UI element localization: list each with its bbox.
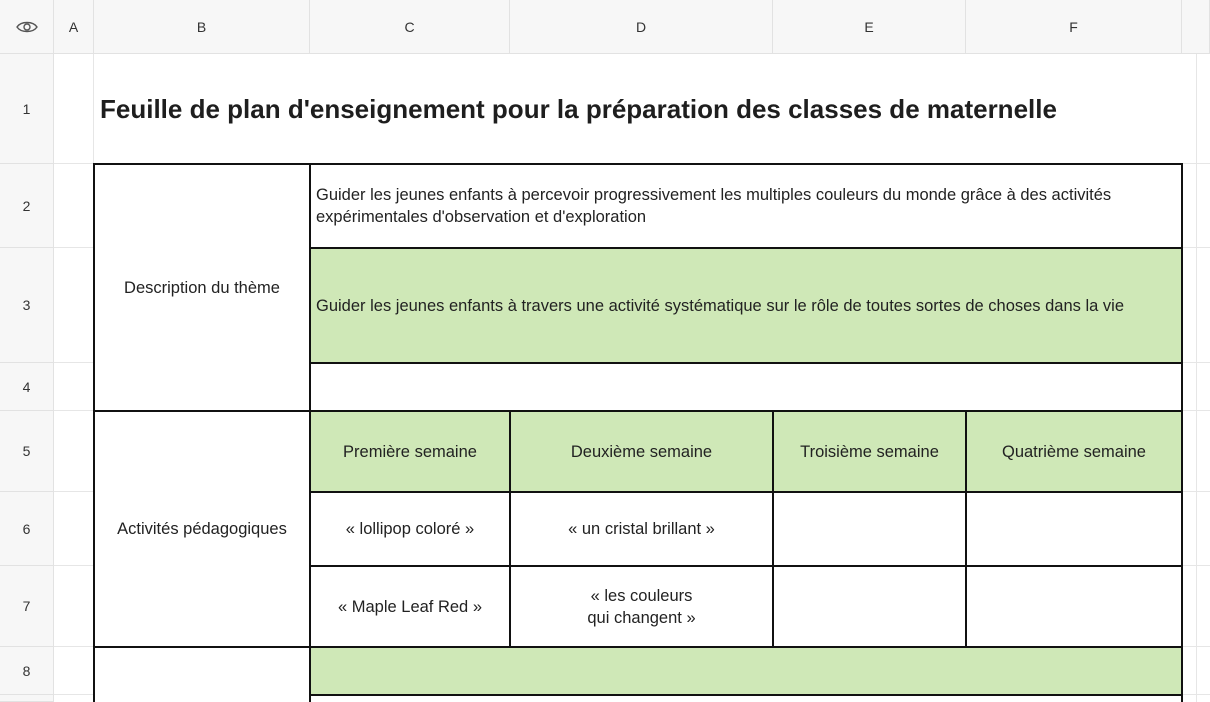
row-header-2[interactable]: 2 [0, 164, 54, 248]
gridline [1182, 491, 1210, 492]
select-all-corner[interactable] [0, 0, 54, 54]
column-header-blank [1182, 0, 1210, 54]
border-line [93, 163, 95, 702]
gridline [1182, 646, 1210, 647]
week-1-header[interactable]: Première semaine [343, 442, 477, 461]
activity-cell-r1-w2[interactable]: « un cristal brillant » [568, 520, 715, 538]
gridline [54, 247, 94, 248]
column-header-f[interactable]: F [966, 0, 1182, 54]
row-header-6[interactable]: 6 [0, 492, 54, 566]
row-header-4[interactable]: 4 [0, 363, 54, 411]
row-header-1[interactable]: 1 [0, 54, 54, 164]
border-line [772, 410, 774, 647]
border-line [309, 565, 1183, 567]
gridline [54, 163, 94, 164]
border-line [509, 410, 511, 647]
activity-cell-r2-w1[interactable]: « Maple Leaf Red » [337, 597, 482, 616]
gridline [54, 491, 94, 492]
row8-label-cell[interactable] [94, 647, 310, 702]
border-line [93, 646, 1183, 648]
row-header-3[interactable]: 3 [0, 248, 54, 363]
gridline [54, 694, 94, 695]
gridline [1182, 410, 1210, 411]
theme-line-2-cell[interactable]: Guider les jeunes enfants à travers une activité systématique sur le rôle de toutes sortes de choses dans la vie [316, 296, 1125, 315]
activity-cell-r1-w1[interactable]: « lollipop coloré » [345, 520, 475, 538]
row-header-8[interactable]: 8 [0, 647, 54, 695]
gridline [1182, 362, 1210, 363]
week-4-header[interactable]: Quatrième semaine [1002, 442, 1146, 461]
gridline [54, 410, 94, 411]
border-line [309, 163, 311, 702]
row8-content-cell[interactable] [310, 647, 1182, 695]
activity-cell-r2-w4[interactable] [966, 566, 1182, 647]
activity-cell-r1-w4[interactable] [966, 492, 1182, 566]
gridline [1196, 54, 1197, 702]
gridline [54, 362, 94, 363]
activities-label-cell[interactable]: Activités pédagogiques [117, 520, 287, 538]
gridline [1182, 247, 1210, 248]
border-line [309, 491, 1183, 493]
row-header-9 [0, 695, 54, 702]
column-header-e[interactable]: E [773, 0, 966, 54]
border-line [965, 410, 967, 647]
gridline [1182, 694, 1210, 695]
eye-icon[interactable] [16, 20, 38, 34]
column-header-d[interactable]: D [510, 0, 773, 54]
activity-cell-r2-w2[interactable]: « les couleurs qui changent » [587, 586, 696, 627]
activity-cell-r1-w3[interactable] [773, 492, 966, 566]
border-line [309, 247, 1183, 249]
theme-line-1-cell[interactable]: Guider les jeunes enfants à percevoir progressivement les multiples couleurs du monde grâce à des activités expérimentales d'observation et d'exploration [316, 186, 1112, 226]
border-line [309, 362, 1183, 364]
border-line [1181, 163, 1183, 702]
border-line [309, 694, 1183, 696]
sheet-title[interactable]: Feuille de plan d'enseignement pour la préparation des classes de maternelle [100, 94, 1057, 124]
gridline [1182, 163, 1210, 164]
theme-label-cell[interactable]: Description du thème [124, 278, 280, 297]
border-line [93, 410, 1183, 412]
week-3-header[interactable]: Troisième semaine [800, 442, 939, 461]
gridline [54, 565, 94, 566]
gridline [1182, 565, 1210, 566]
week-2-header[interactable]: Deuxième semaine [570, 442, 713, 461]
column-header-a[interactable]: A [54, 0, 94, 54]
theme-line-3-cell[interactable] [310, 363, 1182, 411]
row-header-7[interactable]: 7 [0, 566, 54, 647]
border-line [93, 163, 1183, 165]
gridline [54, 646, 94, 647]
row-header-5[interactable]: 5 [0, 411, 54, 492]
column-header-c[interactable]: C [310, 0, 510, 54]
activity-cell-r2-w3[interactable] [773, 566, 966, 647]
column-header-b[interactable]: B [94, 0, 310, 54]
